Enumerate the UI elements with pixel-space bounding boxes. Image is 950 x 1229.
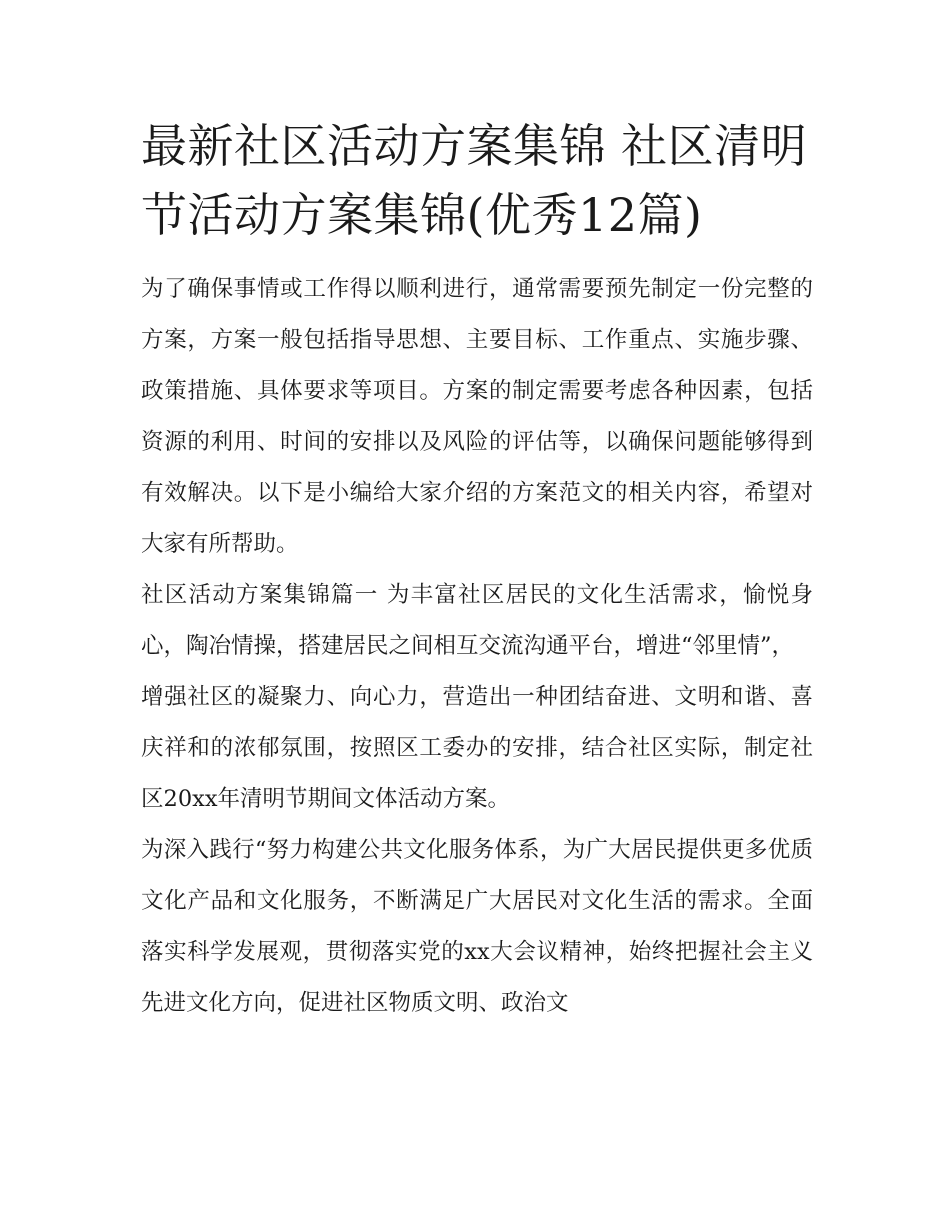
document-page	[141, 112, 813, 1029]
paragraph-intro: 为了确保事情或工作得以顺利进行，通常需要预先制定一份完整的方案，方案一般包括指导思想、主要目标、工作重点、实施步骤、政策措施、具体要求等项目。方案的制定需要考虑各种因素，包括资源的利用、时间的安排以及风险的评估等，以确保问题能够得到有效解决。以下是小编给大家介绍的方案范文的相关内容，希望对大家有所帮助。	[141, 276, 813, 557]
paragraph-public-culture: 为深入践行“努力构建公共文化服务体系，为广大居民提供更多优质文化产品和文化服务，不断满足广大居民对文化生活的需求。全面落实科学发展观，贯彻落实党的xx大会议精神，始终把握社会主义先进文化方向，促进社区物质文明、政治文	[141, 837, 813, 1016]
document-title: 最新社区活动方案集锦 社区清明节活动方案集锦(优秀12篇)	[141, 119, 808, 242]
paragraph-cohesion: 增强社区的凝聚力、向心力，营造出一种团结奋进、文明和谐、喜庆祥和的浓郁氛围，按照区工委办的安排，结合社区实际，制定社区20xx年清明节期间文体活动方案。	[141, 684, 813, 812]
paragraph-section-one: 社区活动方案集锦篇一 为丰富社区居民的文化生活需求，愉悦身心，陶冶情操，搭建居民之间相互交流沟通平台，增进“邻里情”，	[141, 582, 813, 659]
